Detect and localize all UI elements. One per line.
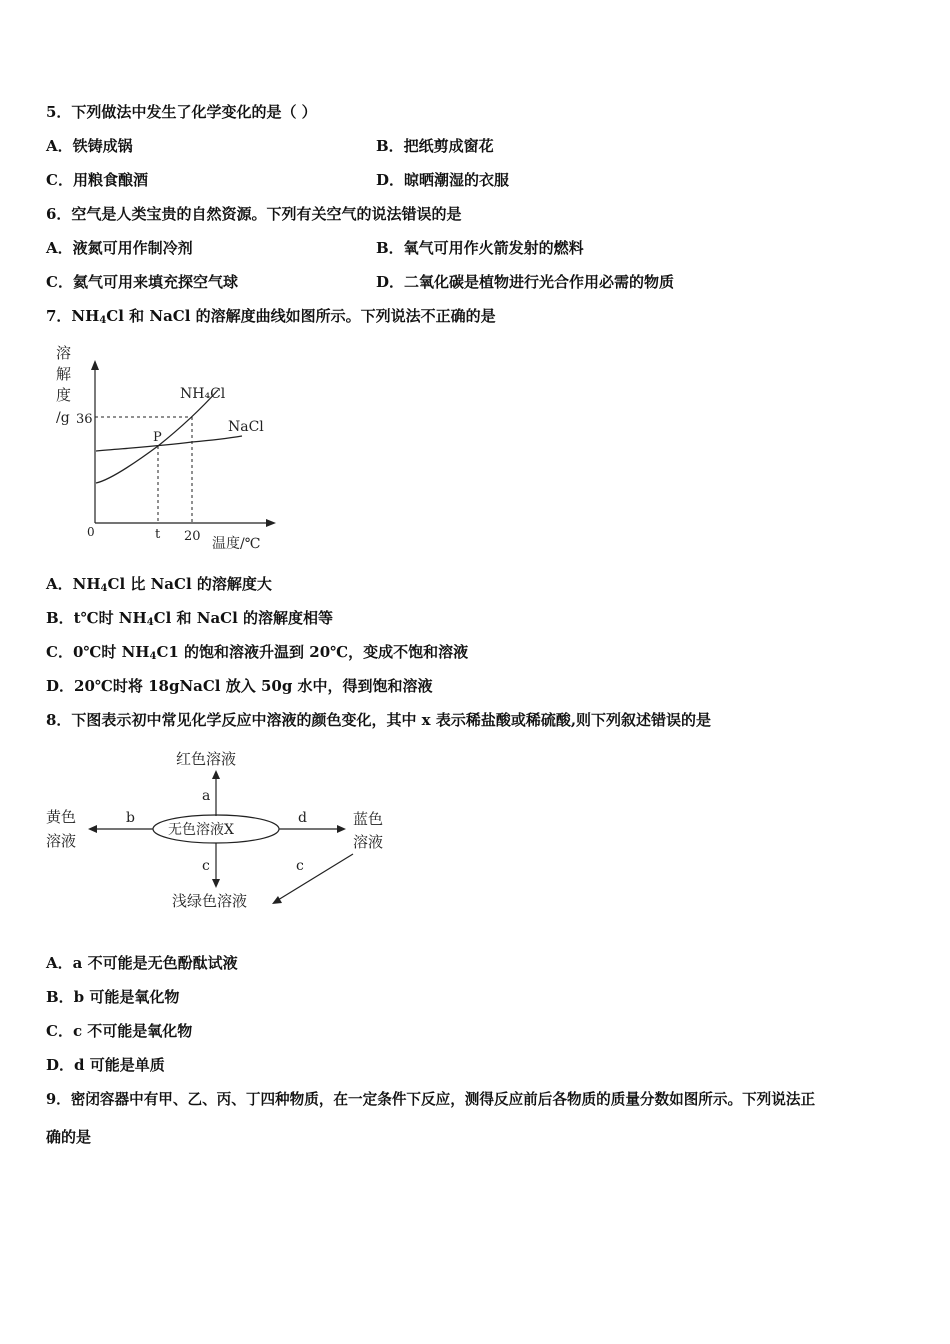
- y-axis-label-2: 解: [56, 365, 72, 383]
- x-tick-20: 20: [184, 529, 201, 544]
- q6-option-a: A．液氮可用作制冷剂: [46, 239, 193, 257]
- left-yellow-line2: 溶液: [46, 832, 77, 850]
- q8-option-a: A．a 不可能是无色酚酞试液: [46, 954, 238, 972]
- q5-option-a: A．铁铸成锅: [46, 137, 133, 155]
- q5-option-c: C．用粮食酿酒: [46, 171, 148, 189]
- y-axis-label-4: /g: [56, 410, 70, 426]
- label-a: a: [202, 788, 211, 804]
- right-blue-line1: 蓝色: [353, 810, 384, 828]
- right-blue-line2: 溶液: [353, 833, 384, 851]
- x-axis-label: 温度/℃: [212, 536, 261, 552]
- arrow-diagonal-head: [272, 896, 282, 904]
- q8-stem: 8．下图表示初中常见化学反应中溶液的颜色变化，其中 x 表示稀盐酸或稀硫酸,则下列叙述错误的是: [46, 711, 712, 729]
- nacl-label: NaCl: [228, 419, 264, 435]
- q7-option-d: D．20℃时将 18gNaCl 放入 50g 水中，得到饱和溶液: [46, 677, 433, 695]
- q6-option-d: D．二氧化碳是植物进行光合作用必需的物质: [376, 273, 675, 291]
- arrow-diagonal-line: [278, 854, 353, 900]
- bottom-light-green-solution: 浅绿色溶液: [172, 892, 248, 910]
- q7-option-b: B．t℃时 $NH_4Cl$ 和 NaCl 的溶解度相等: [46, 609, 334, 628]
- top-red-solution: 红色溶液: [176, 750, 237, 768]
- origin-label: 0: [87, 525, 95, 539]
- q5-stem: 5．下列做法中发生了化学变化的是（ ）: [46, 103, 317, 121]
- label-c: c: [202, 858, 210, 874]
- q8-option-c: C．c 不可能是氧化物: [46, 1022, 193, 1040]
- q8-option-b: B．b 可能是氧化物: [46, 988, 180, 1006]
- q6-option-c: C．氦气可用来填充探空气球: [46, 273, 238, 291]
- q8-option-d: D．d 可能是单质: [46, 1056, 165, 1074]
- q6-stem: 6．空气是人类宝贵的自然资源。下列有关空气的说法错误的是: [46, 205, 462, 223]
- color-change-diagram: [40, 742, 400, 917]
- left-yellow-line1: 黄色: [46, 808, 77, 826]
- q7-option-c: C．0℃时 $NH_4C1$ 的饱和溶液升温到 20℃，变成不饱和溶液: [46, 643, 469, 662]
- point-p-label: P: [153, 430, 162, 445]
- x-tick-t: t: [155, 527, 161, 542]
- q9-stem-line1: 9．密闭容器中有甲、乙、丙、丁四种物质，在一定条件下反应，测得反应前后各物质的质量分数如图所示。下列说法正: [46, 1091, 816, 1108]
- solubility-chart: [50, 338, 290, 553]
- q5-option-b: B．把纸剪成窗花: [376, 137, 494, 155]
- q7-option-a: A．$NH_4Cl$ 比 NaCl 的溶解度大: [46, 575, 272, 594]
- label-b: b: [126, 810, 135, 826]
- arrow-up-head: [212, 770, 220, 779]
- q5-option-d: D．晾晒潮湿的衣服: [376, 171, 510, 189]
- y-axis-label-1: 溶: [56, 344, 72, 362]
- label-c-diagonal: c: [296, 858, 304, 874]
- y-tick-36: 36: [76, 412, 93, 427]
- nh4cl-label: NH₄Cl: [180, 386, 226, 402]
- y-axis-arrow: [91, 360, 99, 370]
- q9-stem-line2: 确的是: [46, 1128, 92, 1146]
- q6-option-b: B．氧气可用作火箭发射的燃料: [376, 239, 584, 257]
- arrow-left-head: [88, 825, 97, 833]
- nacl-curve: [96, 436, 242, 451]
- arrow-right-head: [337, 825, 346, 833]
- label-d: d: [298, 810, 307, 826]
- y-axis-label-3: 度: [56, 386, 72, 404]
- center-colorless-solution: 无色溶液X: [168, 822, 234, 838]
- q7-stem: 7．$NH_4Cl$ 和 NaCl 的溶解度曲线如图所示。下列说法不正确的是: [46, 307, 496, 326]
- x-axis-arrow: [266, 519, 276, 527]
- arrow-down-head: [212, 879, 220, 888]
